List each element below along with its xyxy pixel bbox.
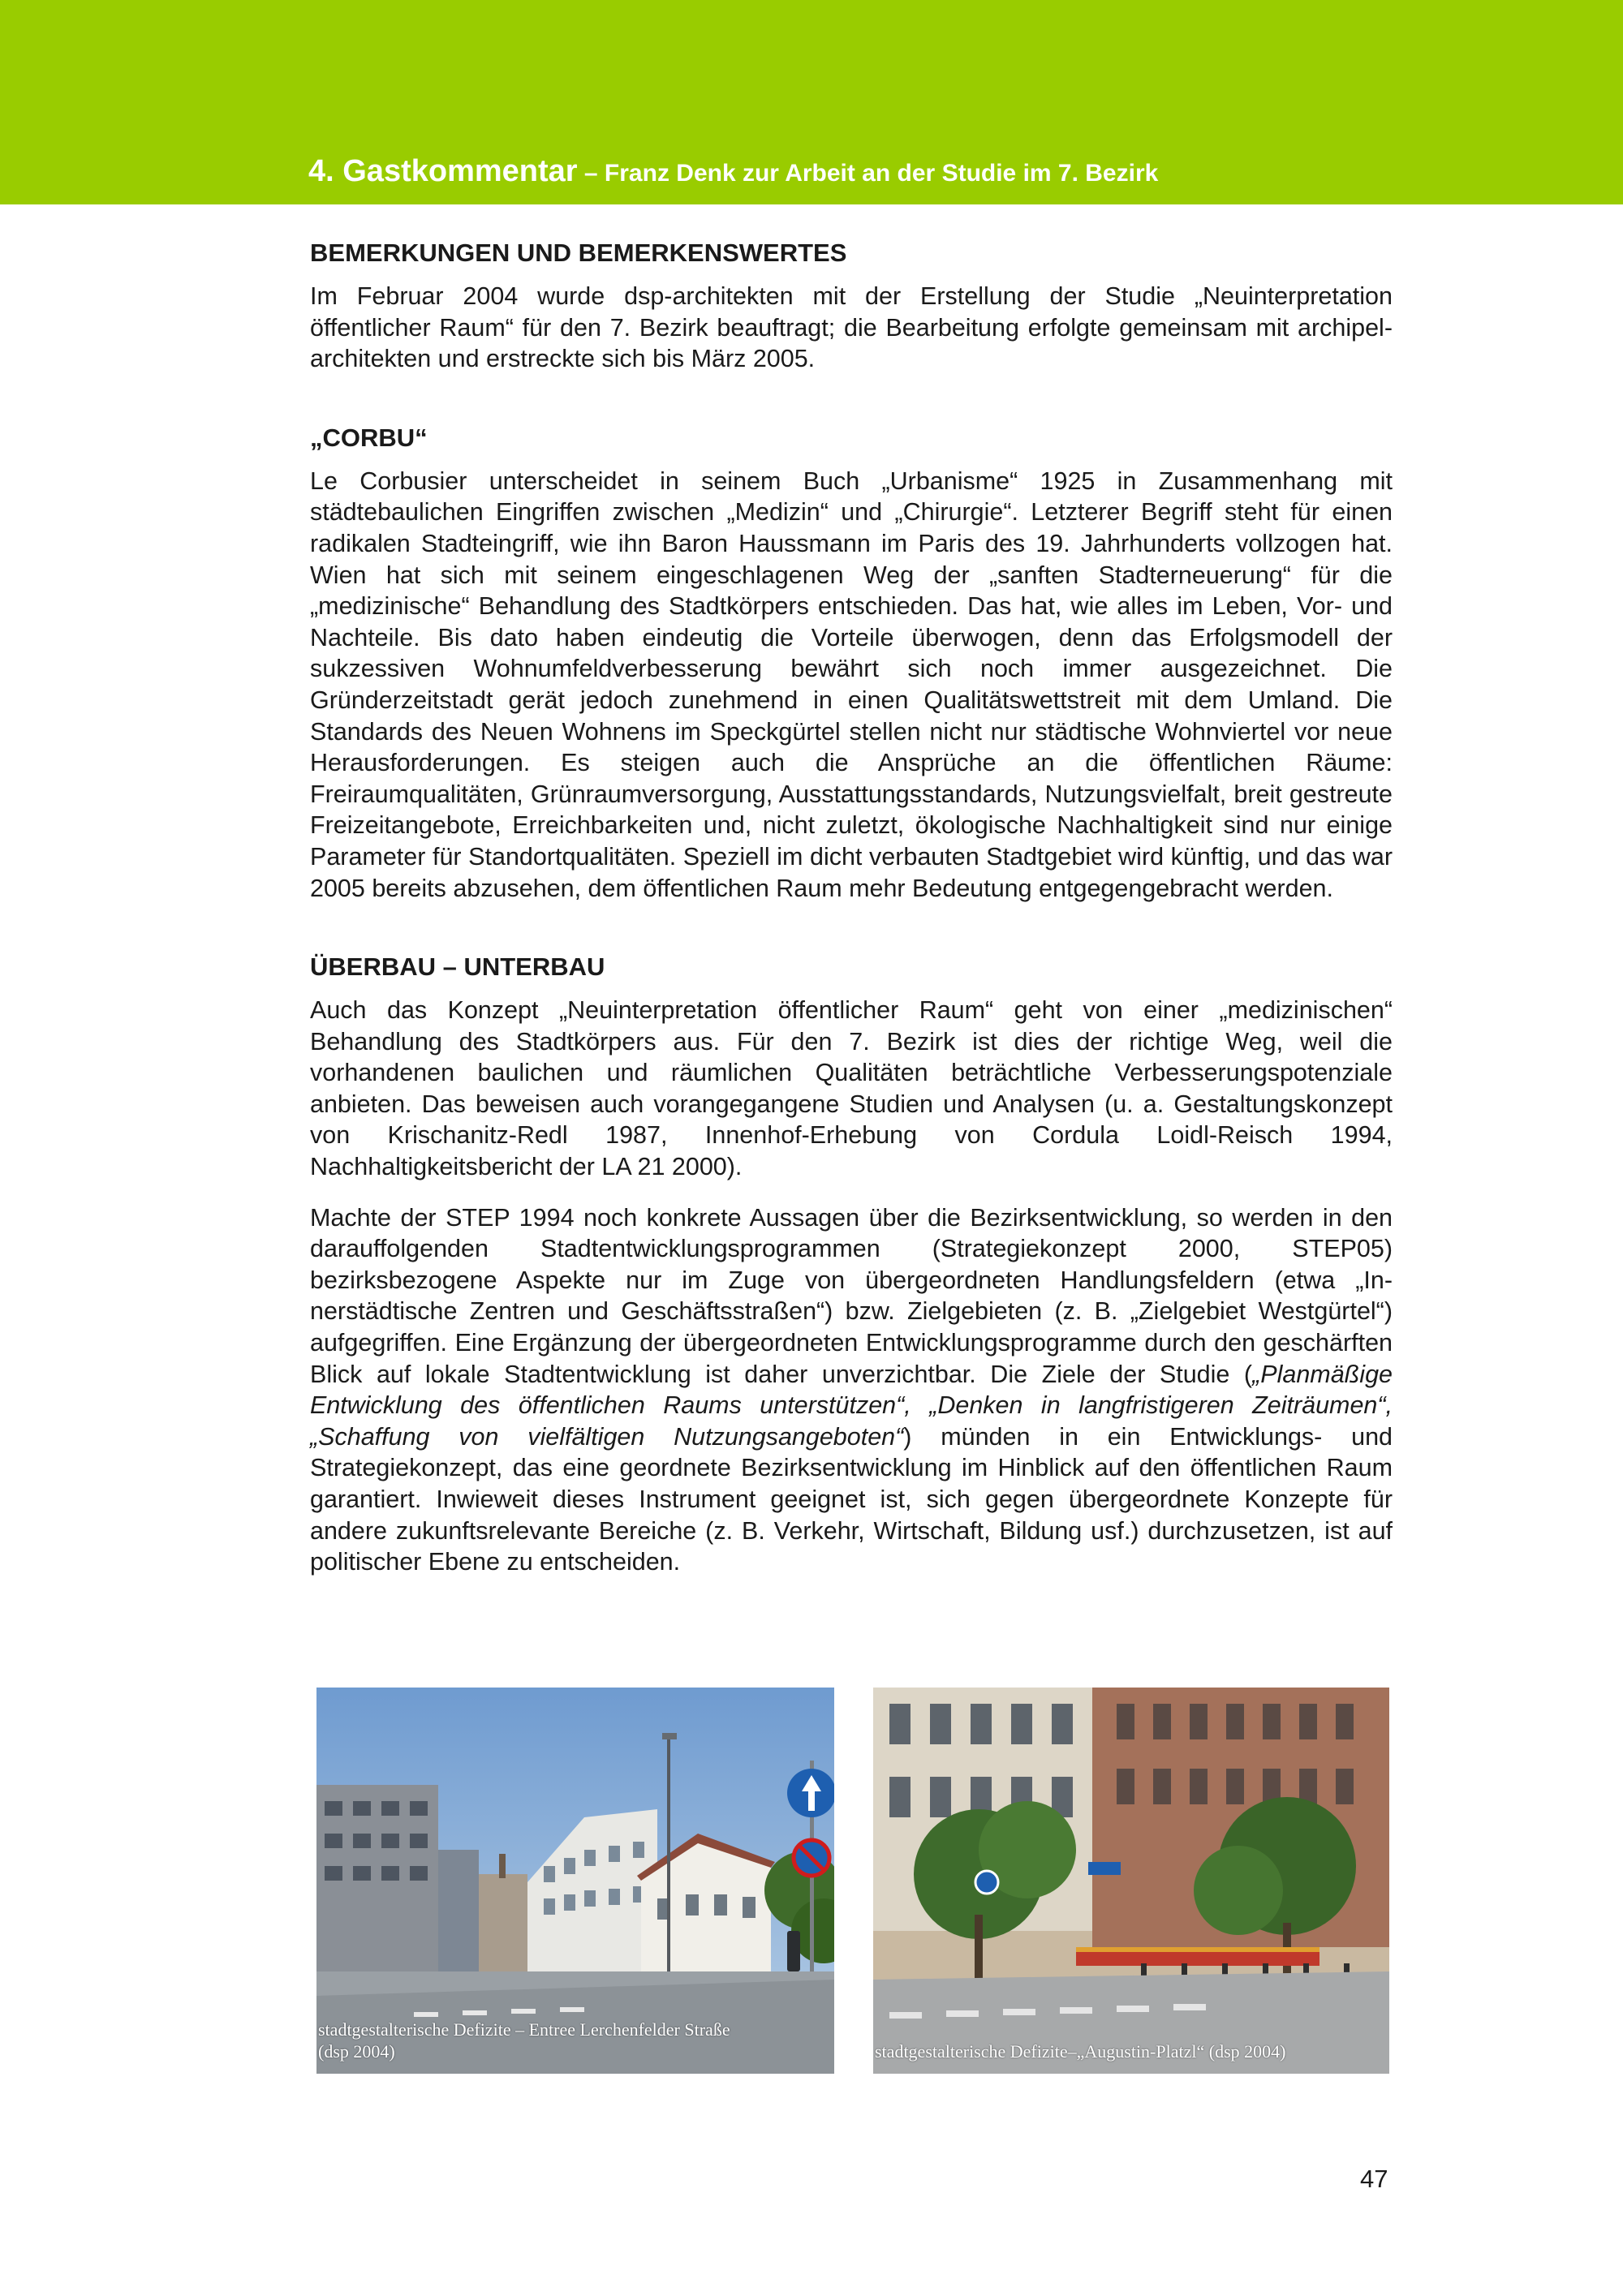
photo-lerchenfelder-strasse [316, 1688, 834, 2074]
paragraph-corbu: Le Corbusier unterscheidet in seinem Buch „Urbanisme“ 1925 in Zusammenhang mit städtebaulichen Eingriffen zwischen „Medizin“ und „Chirurgie“. Letzterer Begriff steht für einen radikalen Stadteingriff, wie ihn Baron Haussmann im Paris des 19. Jahrhunderts vollzogen hat. Wien hat sich mit seinem eingeschlagenen Weg der „sanften Stadterneuerung“ für die „medizinische“ Behandlung des Stadtkörpers entschieden. Das hat, wie alles im Leben, Vor- und Nachteile. Bis dato haben eindeutig die Vorteile überwogen, denn das Erfolgsmodell der sukzessiven Wohnumfeldverbesserung bewährt sich noch immer ausgezeichnet. Die Gründerzeitstadt gerät jedoch zunehmend in einen Qualitätswettstreit mit dem Umland. Die Standards des Neuen Wohnens im Speckgürtel stellen nicht nur städtische Wohnviertel vor neue Herausforderungen. Es steigen auch die Ansprüche an die öffentlichen Räume: Freiraumqualitäten, Grünraumversorgung, Ausstattungsstandards, Nutzungsvielfalt, breit gestreute Freizeitangebote, Erreichbarkeiten und, nicht zuletzt, ökologische Nachhaltigkeit sind nur einige Parameter für Standortqualitäten. Speziell im dicht verbauten Stadtgebiet wird künftig, und das war 2005 bereits abzusehen, dem öffentlichen Raum mehr Bedeutung entgegengebracht werden. [310, 467, 1393, 902]
photo-caption-left-line1: stadtgestalterische Defizite – Entree Lerchenfelder Straße [318, 2019, 730, 2040]
chapter-title-sub: – Franz Denk zur Arbeit an der Studie im 7. Bezirk [577, 160, 1159, 187]
section-spacer [310, 904, 1393, 951]
paragraph-ueberbau-2 [310, 1202, 1393, 1578]
page-number: 47 [1360, 2165, 1388, 2193]
chapter-title-main: 4. Gastkommentar [308, 154, 578, 188]
paragraph-ueberbau-2-goals: „Planmäßige Entwicklung des öffentlichen Raums unterstützen“, „Denken in langfristigeren Zeiträumen“, „Schaffung von vielfältigen Nutzungsangeboten“ [310, 1360, 1393, 1451]
paragraph-spacer [310, 1183, 1393, 1202]
section-heading-bemerkungen: BEMERKUNGEN UND BEMERKENSWERTES [310, 239, 847, 267]
street-scene-illustration [316, 1688, 834, 2074]
photo-caption-left [318, 2019, 730, 2062]
section-spacer [310, 375, 1393, 422]
paragraph-ueberbau-1: Auch das Konzept „Neuinterpretation öffentlicher Raum“ geht von einer „medizinischen“ Behandlung des Stadtkörpers aus. Für den 7. Bezirk ist dies der richtige Weg, weil die vorhandenen baulichen und räumlichen Qualitäten beträchtliche Verbesserungspotenziale anbieten. Das beweisen auch vorangegangene Studien und Analysen (u. a. Gestaltungskonzept von Krischanitz-Redl 1987, Innenhof-Erhebung von Cordula Loidl-Reisch 1994, Nachhaltigkeitsbericht der LA 21 2000). [310, 996, 1393, 1181]
photo-augustin-platzl [873, 1688, 1389, 2074]
paragraph-ueberbau-2-part-a: Machte der STEP 1994 noch konkrete Aussagen über die Bezirksentwicklung, so werden in den darauffolgenden Stadtentwicklungsprogrammen (Strategiekonzept 2000, STEP05) bezirksbezogene Aspekte nur im Zuge von übergeordneten Handlungsfeldern (etwa „Innerstädtische Zentren und Geschäftsstraßen“) bzw. Zielgebieten (z. B. „Zielgebiet Westgürtel“) aufgegriffen. Eine Ergänzung der übergeordneten Entwicklungsprogramme durch den geschärften Blick auf lokale Stadtentwicklung ist daher unverzichtbar. Die Ziele der Studie ( [310, 1203, 1393, 1388]
chapter-title [308, 154, 1574, 189]
paragraph-ueberbau-2-part-b: ) münden in ein Entwicklungs- und Strategiekonzept, das eine geordnete Bezirksentwicklung im Hinblick auf den öffentlichen Raum garantiert. Inwieweit dieses Instrument geeignet ist, sich gegen übergeordnete Konzepte für andere zukunftsrelevante Bereiche (z. B. Verkehr, Wirtschaft, Bildung usf.) durchzusetzen, ist auf politischer Ebene zu entscheiden. [310, 1422, 1393, 1576]
section-heading-corbu: „CORBU“ [310, 423, 428, 452]
main-content [310, 237, 1393, 1578]
paragraph-bemerkungen: Im Februar 2004 wurde dsp-architekten mit der Erstellung der Studie „Neuinterpretation öffentlicher Raum“ für den 7. Bezirk beauftragt; die Bearbeitung erfolgte gemeinsam mit archipel-architekten und erstreckte sich bis März 2005. [310, 282, 1393, 373]
section-heading-ueberbau: ÜBERBAU – UNTERBAU [310, 952, 605, 982]
photo-caption-left-line2: (dsp 2004) [318, 2041, 395, 2062]
square-scene-illustration [873, 1688, 1389, 2074]
photo-caption-right: stadtgestalterische Defizite–„Augustin-Platzl“ (dsp 2004) [875, 2041, 1286, 2062]
